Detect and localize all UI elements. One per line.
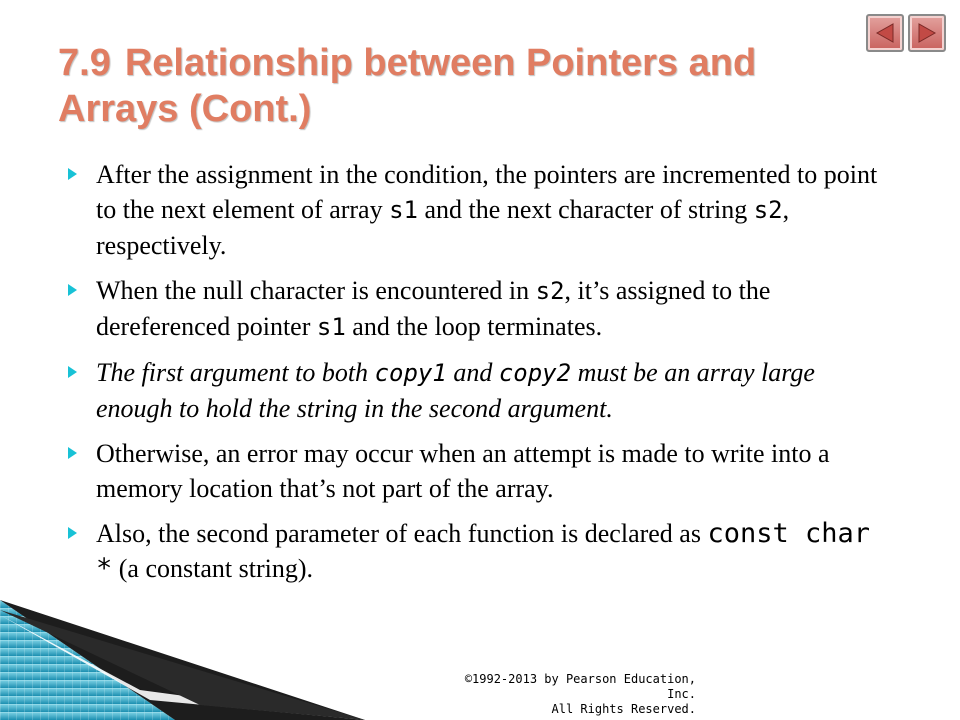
slide-title-text: Relationship between Pointers and Arrays (Cont.): [58, 42, 757, 130]
bullet-text: and: [446, 358, 499, 387]
bullet-text: After the assignment in the condition, the pointers are incremented to point to the next element of array: [96, 160, 878, 224]
code-text: s1: [316, 313, 346, 341]
bullet-list: [62, 157, 892, 596]
bullet-item: [62, 355, 892, 426]
bullet-text: , it’s assigned to the dereferenced pointer: [96, 276, 771, 341]
code-text: s2: [535, 277, 565, 305]
bullet-item: [62, 516, 892, 586]
bullet-item: [62, 436, 892, 506]
code-text: const char *: [96, 518, 871, 584]
code-text: copy1: [374, 359, 447, 387]
bullet-text: and the next character of string: [418, 195, 754, 224]
bullet-text: When the null character is encountered in: [96, 276, 536, 305]
bullet-text: (a constant string).: [112, 554, 313, 583]
triangle-left-icon: [875, 22, 895, 44]
bullet-text: and the loop terminates.: [345, 312, 603, 341]
bullet-arrow-icon: [68, 168, 77, 180]
code-text: s1: [389, 196, 419, 224]
slide-title: [58, 40, 878, 132]
bullet-text: Also, the second parameter of each function is declared as: [96, 519, 708, 548]
bullet-text: , respectively.: [96, 195, 790, 260]
bullet-item: [62, 273, 892, 345]
slide-navigation: [866, 14, 946, 52]
next-slide-button[interactable]: [908, 14, 946, 52]
copyright-line: ©1992-2013 by Pearson Education, Inc.: [464, 672, 696, 701]
slide-title-number: 7.9: [58, 42, 111, 84]
bullet-arrow-icon: [68, 447, 77, 459]
bullet-arrow-icon: [68, 366, 77, 378]
triangle-right-icon: [917, 22, 937, 44]
copyright-notice: [440, 672, 696, 717]
bullet-text: The first argument to both: [96, 358, 375, 387]
bullet-arrow-icon: [68, 284, 77, 296]
bullet-arrow-icon: [68, 527, 77, 539]
bullet-text: must be an array large enough to hold the string in the second argument.: [96, 358, 815, 423]
code-text: s2: [753, 196, 783, 224]
bullet-text: Otherwise, an error may occur when an attempt is made to write into a memory location that’s not part of the array.: [96, 439, 830, 503]
bullet-item: [62, 157, 892, 263]
code-text: copy2: [498, 359, 572, 387]
copyright-line: All Rights Reserved.: [551, 702, 696, 716]
